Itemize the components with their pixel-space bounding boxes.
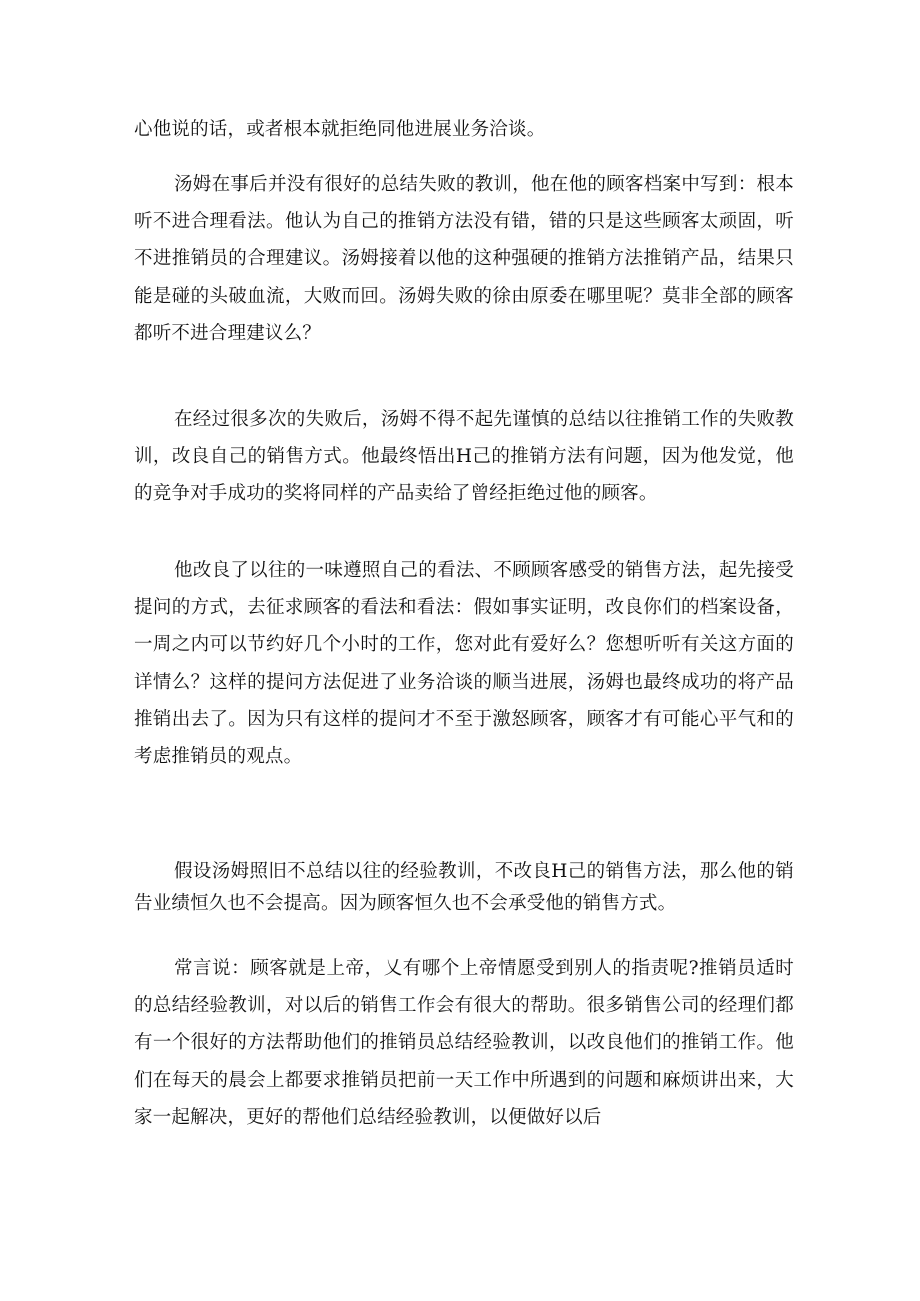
paragraph-2: 汤姆在事后并没有很好的总结失败的教训，他在他的顾客档案中写到：根本听不进合理看法。他认为自己的推销方法没有错，错的只是这些顾客太顽固，听不进推销员的合理建议。汤姆接着以他的这种强硬的推销方法推销产品，结果只能是碰的头破血流，大败而回。汤姆失败的徐由原委在哪里呢？莫非全部的顾客都听不进合理建议么？: [134, 174, 794, 344]
paragraph-3: 在经过很多次的失败后，汤姆不得不起先谨慎的总结以往推销工作的失败教训，改良自己的销售方式。他最终悟出H己的推销方法有问题，因为他发觉，他的竞争对手成功的奖将同样的产品卖给了曾经拒绝过他的顾客。: [134, 409, 794, 505]
paragraph-6: 常言说：顾客就是上帝，乂有哪个上帝情愿受到别人的指责呢?推销员适时的总结经验教训，对以后的销售工作会有很大的帮助。很多销售公司的经理们都有一个很好的方法帮助他们的推销员总结经验教训，以改良他们的推销工作。他们在每天的晨会上都要求推销员把前一天工作中所遇到的问题和麻烦讲出来，大家一起解决，更好的帮他们总结经验教训，以便做好以后: [134, 958, 794, 1128]
paragraph-1: 心他说的话，或者根本就拒绝同他进展业务洽谈。: [134, 119, 546, 140]
paragraph-5: 假设汤姆照旧不总结以往的经验教训，不改良H己的销售方法，那么他的销告业绩恒久也不会提高。因为顾客恒久也不会承受他的销售方式。: [134, 861, 794, 914]
paragraph-4: 他改良了以往的一味遵照自己的看法、不顾顾客感受的销售方法，起先接受提问的方式，去征求顾客的看法和看法：假如事实证明，改良你们的档案设备，一周之内可以节约好几个小时的工作，您对此有爱好么？您想听听有关这方面的详情么？这样的提问方法促进了业务洽谈的顺当进展，汤姆也最终成功的将产品推销出去了。因为只有这样的提问才不至于激怒顾客，顾客才有可能心平气和的考虑推销员的观点。: [134, 560, 794, 768]
